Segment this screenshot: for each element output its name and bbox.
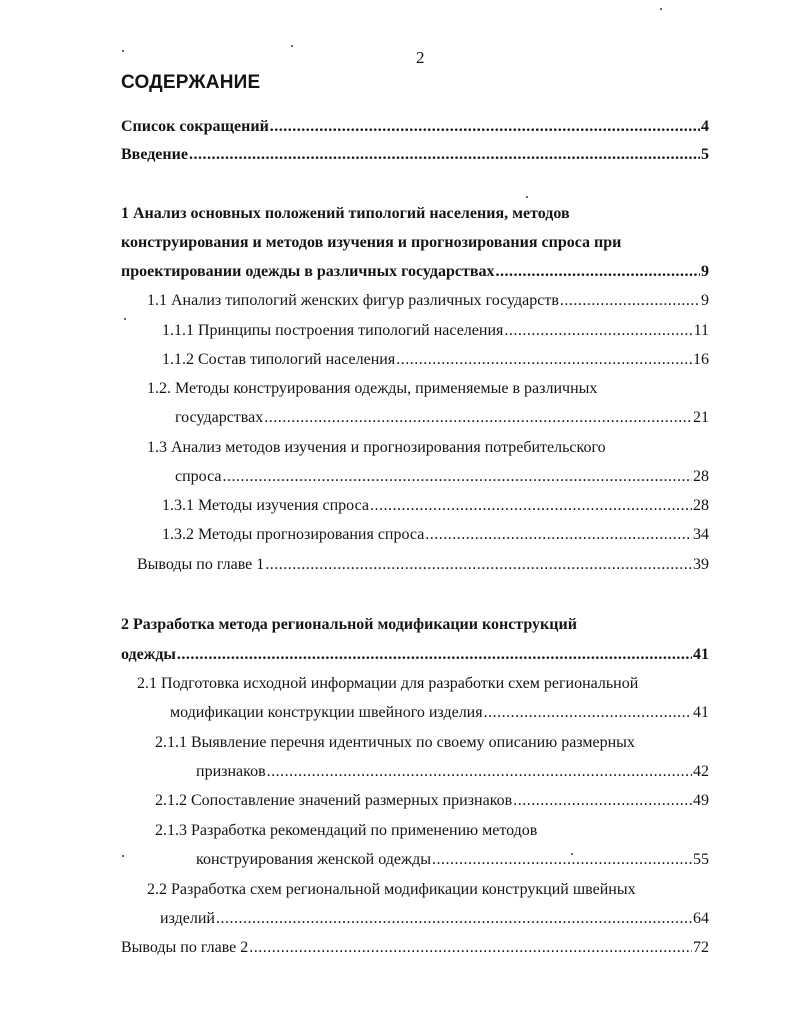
toc-entry-text: 1.3.1 Методы изучения спроса — [162, 497, 369, 514]
toc-entry-text: Список сокращений — [121, 118, 269, 135]
toc-entry-text: Введение — [121, 146, 188, 163]
toc-section-2-2-line-1: 2.2 Разработка схем региональной модификации конструкций швейных — [147, 881, 636, 898]
toc-entry-introduction — [121, 144, 709, 166]
toc-entry-text: спроса — [175, 468, 222, 485]
toc-section-2-1-line-1: 2.1 Подготовка исходной информации для разработки схем региональной — [137, 675, 639, 692]
toc-section-1-1-2 — [162, 349, 709, 371]
toc-entry-text: государствах — [175, 409, 264, 426]
toc-entry-text: 1.1 Анализ типологий женских фигур различных государств — [147, 292, 559, 309]
toc-section-2-1-3-line-1: 2.1.3 Разработка рекомендаций по применению методов — [155, 822, 538, 839]
scan-speck — [124, 318, 126, 320]
toc-section-2-1-2 — [155, 790, 709, 812]
toc-page: 41 — [693, 704, 709, 721]
toc-entry-abbreviations — [121, 116, 709, 138]
toc-section-2-2 — [160, 908, 709, 930]
scan-speck — [660, 8, 662, 10]
toc-page: 16 — [693, 351, 709, 368]
scan-speck — [291, 45, 293, 47]
toc-leader — [495, 261, 700, 283]
toc-chapter-2 — [121, 644, 709, 666]
toc-page: 4 — [701, 118, 709, 135]
toc-page: 55 — [693, 851, 709, 868]
toc-entry-text: одежды — [121, 646, 176, 663]
toc-entry-text: 1.3.2 Методы прогнозирования спроса — [162, 526, 425, 543]
toc-entry-text: 1.1.1 Принципы построения типологий населения — [162, 322, 504, 339]
toc-page: 39 — [693, 556, 709, 573]
toc-section-1-1-1 — [162, 320, 709, 342]
toc-page: 64 — [693, 910, 709, 927]
toc-leader — [249, 937, 692, 959]
toc-page: 11 — [693, 322, 709, 339]
toc-leader — [396, 349, 692, 371]
toc-section-1-1 — [147, 290, 709, 312]
toc-chapter-1 — [121, 261, 709, 283]
toc-page: 49 — [693, 792, 709, 809]
toc-leader — [264, 407, 692, 429]
toc-chapter-1-line-1: 1 Анализ основных положений типологий населения, методов — [121, 205, 570, 222]
toc-section-1-2-line-1: 1.2. Методы конструирования одежды, применяемые в различных — [147, 380, 598, 397]
toc-page: 28 — [693, 497, 709, 514]
toc-leader — [370, 495, 692, 517]
toc-page: 41 — [693, 646, 709, 663]
toc-page: 9 — [701, 263, 709, 280]
toc-leader — [560, 290, 700, 312]
toc-leader — [432, 849, 692, 871]
page-title: СОДЕРЖАНИЕ — [121, 72, 261, 93]
toc-conclusions-2 — [121, 937, 709, 959]
toc-leader — [484, 702, 692, 724]
toc-section-2-1-1 — [196, 761, 709, 783]
toc-page: 34 — [693, 526, 709, 543]
toc-leader — [216, 908, 692, 930]
scan-speck — [526, 196, 528, 198]
toc-section-2-1-3 — [196, 849, 709, 871]
toc-entry-text: проектировании одежды в различных государствах — [121, 263, 495, 280]
toc-leader — [513, 790, 692, 812]
toc-leader — [425, 524, 692, 546]
scan-speck — [122, 50, 124, 52]
toc-leader — [189, 144, 700, 166]
toc-entry-text: конструирования женской одежды — [196, 851, 431, 868]
scan-speck — [122, 855, 124, 857]
toc-entry-text: признаков — [196, 763, 266, 780]
toc-leader — [270, 116, 700, 138]
toc-section-1-3-line-1: 1.3 Анализ методов изучения и прогнозирования потребительского — [147, 439, 606, 456]
toc-entry-text: 1.1.2 Состав типологий населения — [162, 351, 396, 368]
scan-speck — [571, 853, 573, 855]
page-number: 2 — [416, 48, 425, 67]
toc-section-1-3-2 — [162, 524, 709, 546]
toc-chapter-1-line-2: конструирования и методов изучения и прогнозирования спроса при — [121, 234, 622, 251]
toc-page: 72 — [693, 939, 709, 956]
toc-leader — [265, 554, 692, 576]
toc-entry-text: модификации конструкции швейного изделия — [170, 704, 483, 721]
toc-conclusions-1 — [137, 554, 709, 576]
toc-entry-text: 2.1.2 Сопоставление значений размерных признаков — [155, 792, 513, 809]
toc-entry-text: изделий — [160, 910, 215, 927]
toc-chapter-2-line-1: 2 Разработка метода региональной модификации конструкций — [121, 616, 577, 633]
toc-entry-text: Выводы по главе 2 — [121, 939, 249, 956]
toc-page: 28 — [693, 468, 709, 485]
toc-section-1-2 — [175, 407, 709, 429]
toc-page: 42 — [693, 763, 709, 780]
toc-page: 5 — [701, 146, 709, 163]
toc-section-2-1 — [170, 702, 709, 724]
toc-leader — [222, 466, 692, 488]
toc-section-1-3-1 — [162, 495, 709, 517]
toc-page: 9 — [701, 292, 709, 309]
toc-leader — [177, 644, 692, 666]
toc-page: 21 — [693, 409, 709, 426]
toc-leader — [267, 761, 692, 783]
toc-section-1-3 — [175, 466, 709, 488]
toc-entry-text: Выводы по главе 1 — [137, 556, 265, 573]
toc-section-2-1-1-line-1: 2.1.1 Выявление перечня идентичных по своему описанию размерных — [155, 734, 635, 751]
toc-leader — [504, 320, 692, 342]
